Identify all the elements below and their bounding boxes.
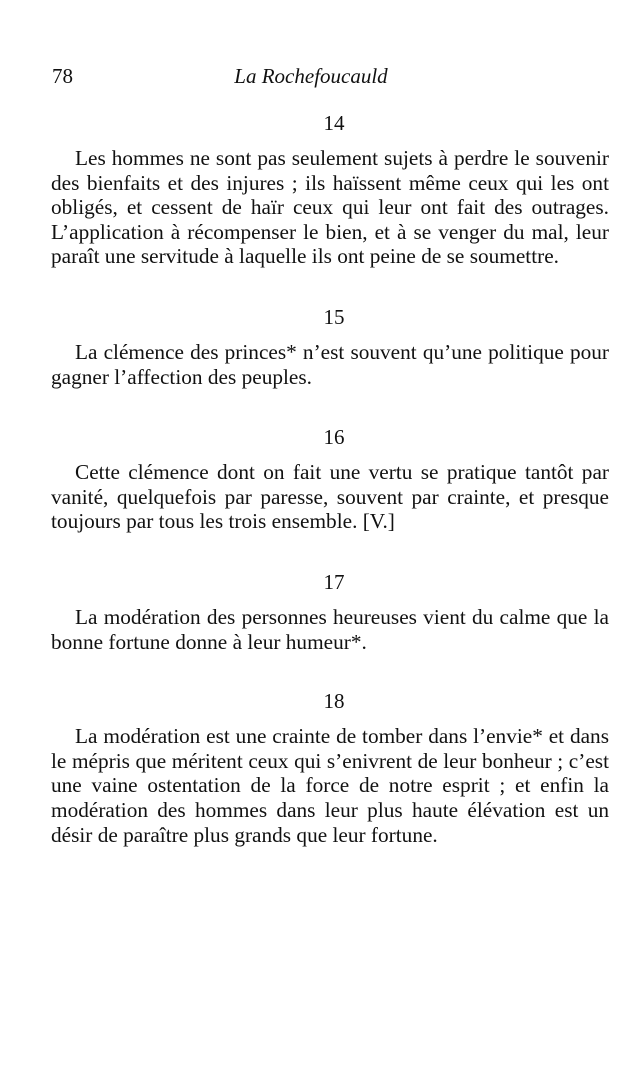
maxim-18: [51, 688, 609, 847]
maxim-separator: [51, 389, 609, 424]
maxim-15: [51, 304, 609, 389]
maxim-separator: [51, 269, 609, 304]
maxim-number: 14: [323, 111, 345, 135]
maxims-list: [51, 110, 609, 847]
maxim-number: 16: [323, 425, 345, 450]
maxim-separator: [51, 654, 609, 688]
maxim-separator: [51, 534, 609, 569]
maxim-number: 17: [323, 569, 345, 594]
maxim-text: La clémence des princes* n’est souvent qu’une politique pour gagner l’affection des peuples.: [51, 339, 609, 389]
maxim-text: Cette clémence dont on fait une vertu se pratique tantôt par vanité, quelquefois par paresse, souvent par crainte, et presque toujours par tous les trois ensemble. [V.]: [51, 460, 609, 534]
book-title: La Rochefoucauld: [234, 64, 388, 88]
running-head: [0, 63, 622, 89]
maxim-text: La modération des personnes heureuses vient du calme que la bonne fortune donne à leur humeur*.: [51, 604, 609, 654]
page-number: 78: [52, 64, 73, 88]
maxim-number: 18: [323, 689, 345, 714]
maxim-text: La modération est une crainte de tomber dans l’envie* et dans le mépris que méritent ceux qui s’enivrent de leur bonheur ; c’est une vaine ostentation de la force de notre esprit ; et enfin la modération des hommes dans leur plus haute élévation est un désir de paraître plus grands que leur fortune.: [51, 724, 609, 847]
maxim-14: [51, 110, 609, 269]
maxim-number: 15: [323, 304, 345, 329]
maxim-17: [51, 569, 609, 654]
maxim-16: [51, 424, 609, 534]
maxim-text: Les hommes ne sont pas seulement sujets à perdre le souvenir des bienfaits et des injures ; ils haïssent même ceux qui les ont obligés, et cessent de haïr ceux qui leur ont fait des outrages. L’application à récompenser le bien, et à se venger du mal, leur paraît une servitude à laquelle ils ont peine de se soumettre.: [51, 146, 609, 269]
